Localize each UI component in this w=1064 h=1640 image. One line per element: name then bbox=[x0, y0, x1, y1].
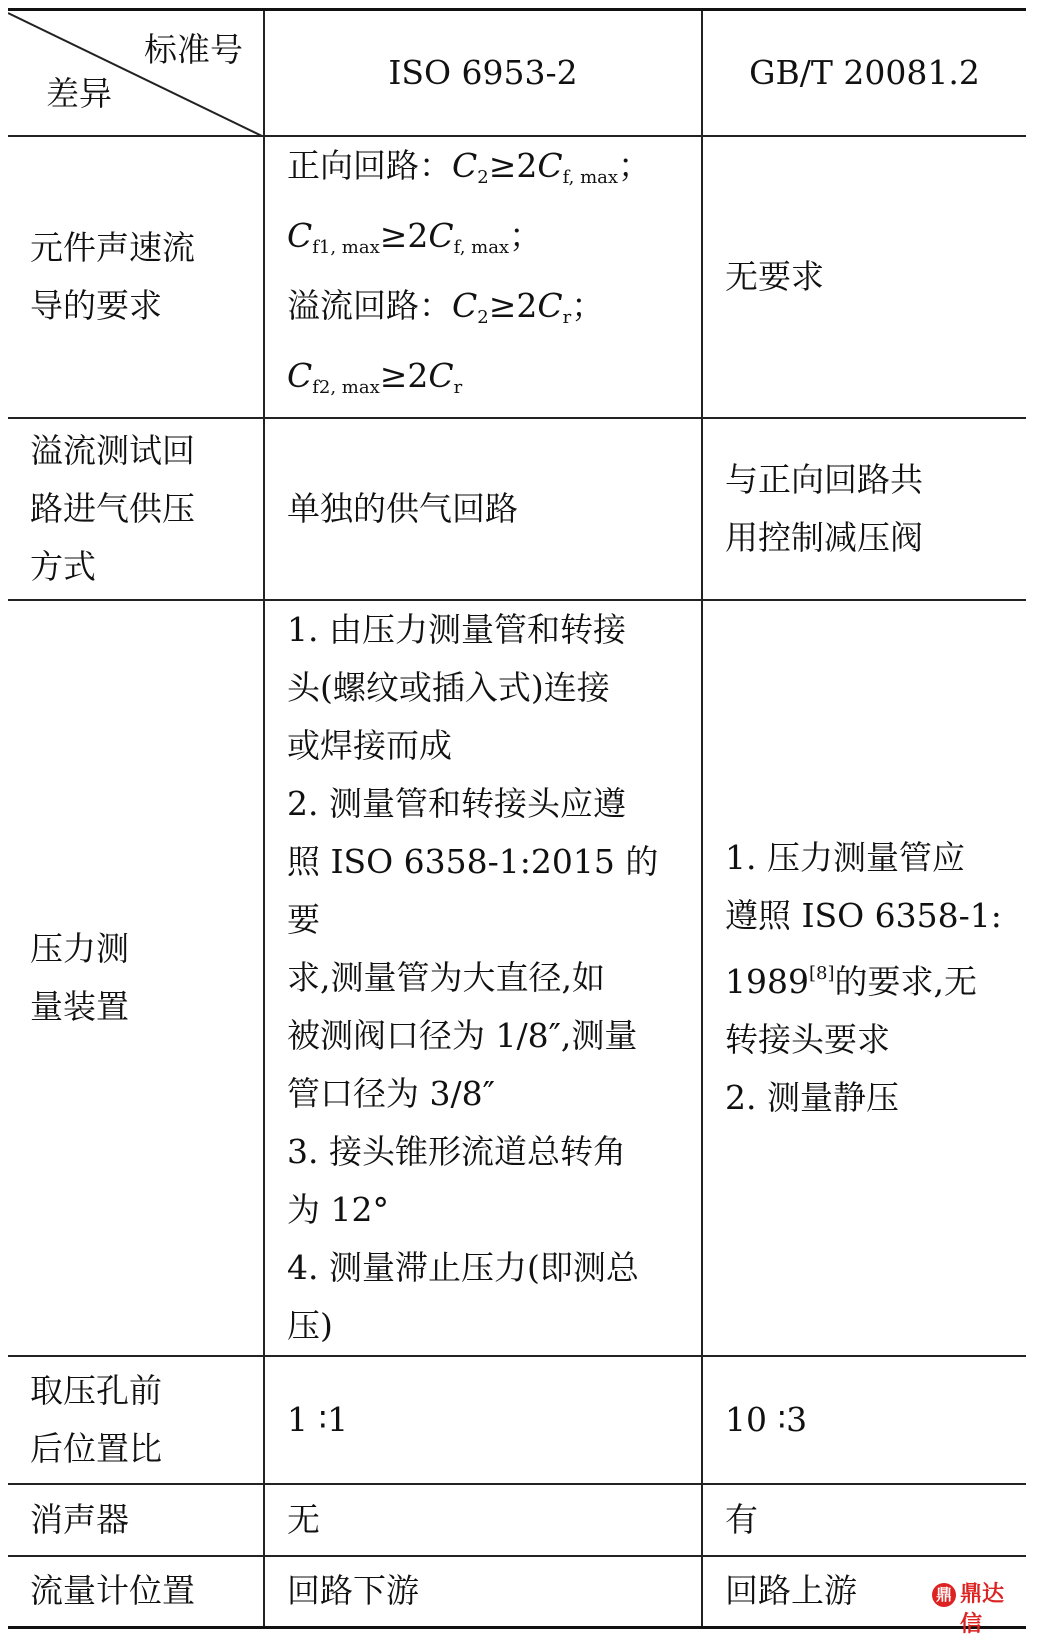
gb-sonic-conductance: 无要求 bbox=[702, 136, 1026, 418]
gb-tap-ratio: 10 ∶3 bbox=[702, 1356, 1026, 1484]
iso-relief-supply: 单独的供气回路 bbox=[264, 418, 702, 600]
iso-pressure-device: 1. 由压力测量管和转接 头(螺纹或插入式)连接 或焊接而成 2. 测量管和转接头应遵 照 ISO 6358-1:2015 的要 求,测量管为大直径,如 被测阀口径为 1/8″,测量 管口径为 3/8″ 3. 接头锥形流道总转角 为 12° 4. 测量滞止压力(即测总 压) bbox=[264, 600, 702, 1356]
iso-silencer: 无 bbox=[264, 1484, 702, 1556]
reference-mark: [8] bbox=[808, 962, 835, 984]
formula-line-3: 溢流回路：$C_2\ge 2C_r$； bbox=[287, 285, 605, 328]
table-row bbox=[8, 600, 1026, 1356]
row-label-tap-ratio: 取压孔前 后位置比 bbox=[8, 1356, 264, 1484]
formula-line-4: $C_{f2, max}\ge 2C_r$ bbox=[287, 355, 463, 398]
table-row bbox=[8, 418, 1026, 600]
gb-flowmeter-position: 回路上游 bbox=[702, 1556, 1026, 1628]
gb-pressure-device: 1. 压力测量管应 遵照 ISO 6358-1: 1989[8]的要求,无 转接头要求 2. 测量静压 bbox=[702, 600, 1026, 1356]
corner-label-difference: 差异 bbox=[46, 73, 112, 113]
logo-icon: 鼎 bbox=[932, 1583, 956, 1607]
table-row bbox=[8, 1484, 1026, 1556]
iso-sonic-conductance bbox=[264, 136, 702, 418]
row-label-silencer: 消声器 bbox=[8, 1484, 264, 1556]
header-row bbox=[8, 10, 1026, 136]
row-label-pressure-device: 压力测 量装置 bbox=[8, 600, 264, 1356]
column-header-gb: GB/T 20081.2 bbox=[702, 10, 1026, 136]
table-row bbox=[8, 1356, 1026, 1484]
watermark-logo bbox=[932, 1580, 1024, 1637]
column-header-iso: ISO 6953-2 bbox=[264, 10, 702, 136]
gb-relief-supply: 与正向回路共 用控制减压阀 bbox=[702, 418, 1026, 600]
table-row bbox=[8, 1556, 1026, 1628]
row-label-relief-supply: 溢流测试回 路进气供压 方式 bbox=[8, 418, 264, 600]
diagonal-header-cell bbox=[8, 10, 264, 136]
row-label-sonic-conductance: 元件声速流 导的要求 bbox=[8, 136, 264, 418]
corner-label-standard: 标准号 bbox=[144, 30, 243, 69]
comparison-table bbox=[8, 8, 1026, 1629]
iso-tap-ratio: 1 ∶1 bbox=[264, 1356, 702, 1484]
gb-silencer: 有 bbox=[702, 1484, 1026, 1556]
table-row bbox=[8, 136, 1026, 418]
iso-flowmeter-position: 回路下游 bbox=[264, 1556, 702, 1628]
formula-line-2: $C_{f1, max}\ge 2C_{f, max}$； bbox=[287, 215, 543, 258]
logo-text: 鼎达信 bbox=[960, 1582, 1005, 1637]
row-label-flowmeter-position: 流量计位置 bbox=[8, 1556, 264, 1628]
formula-line-1: 正向回路：$C_2\ge 2C_{f, max}$； bbox=[287, 145, 652, 188]
